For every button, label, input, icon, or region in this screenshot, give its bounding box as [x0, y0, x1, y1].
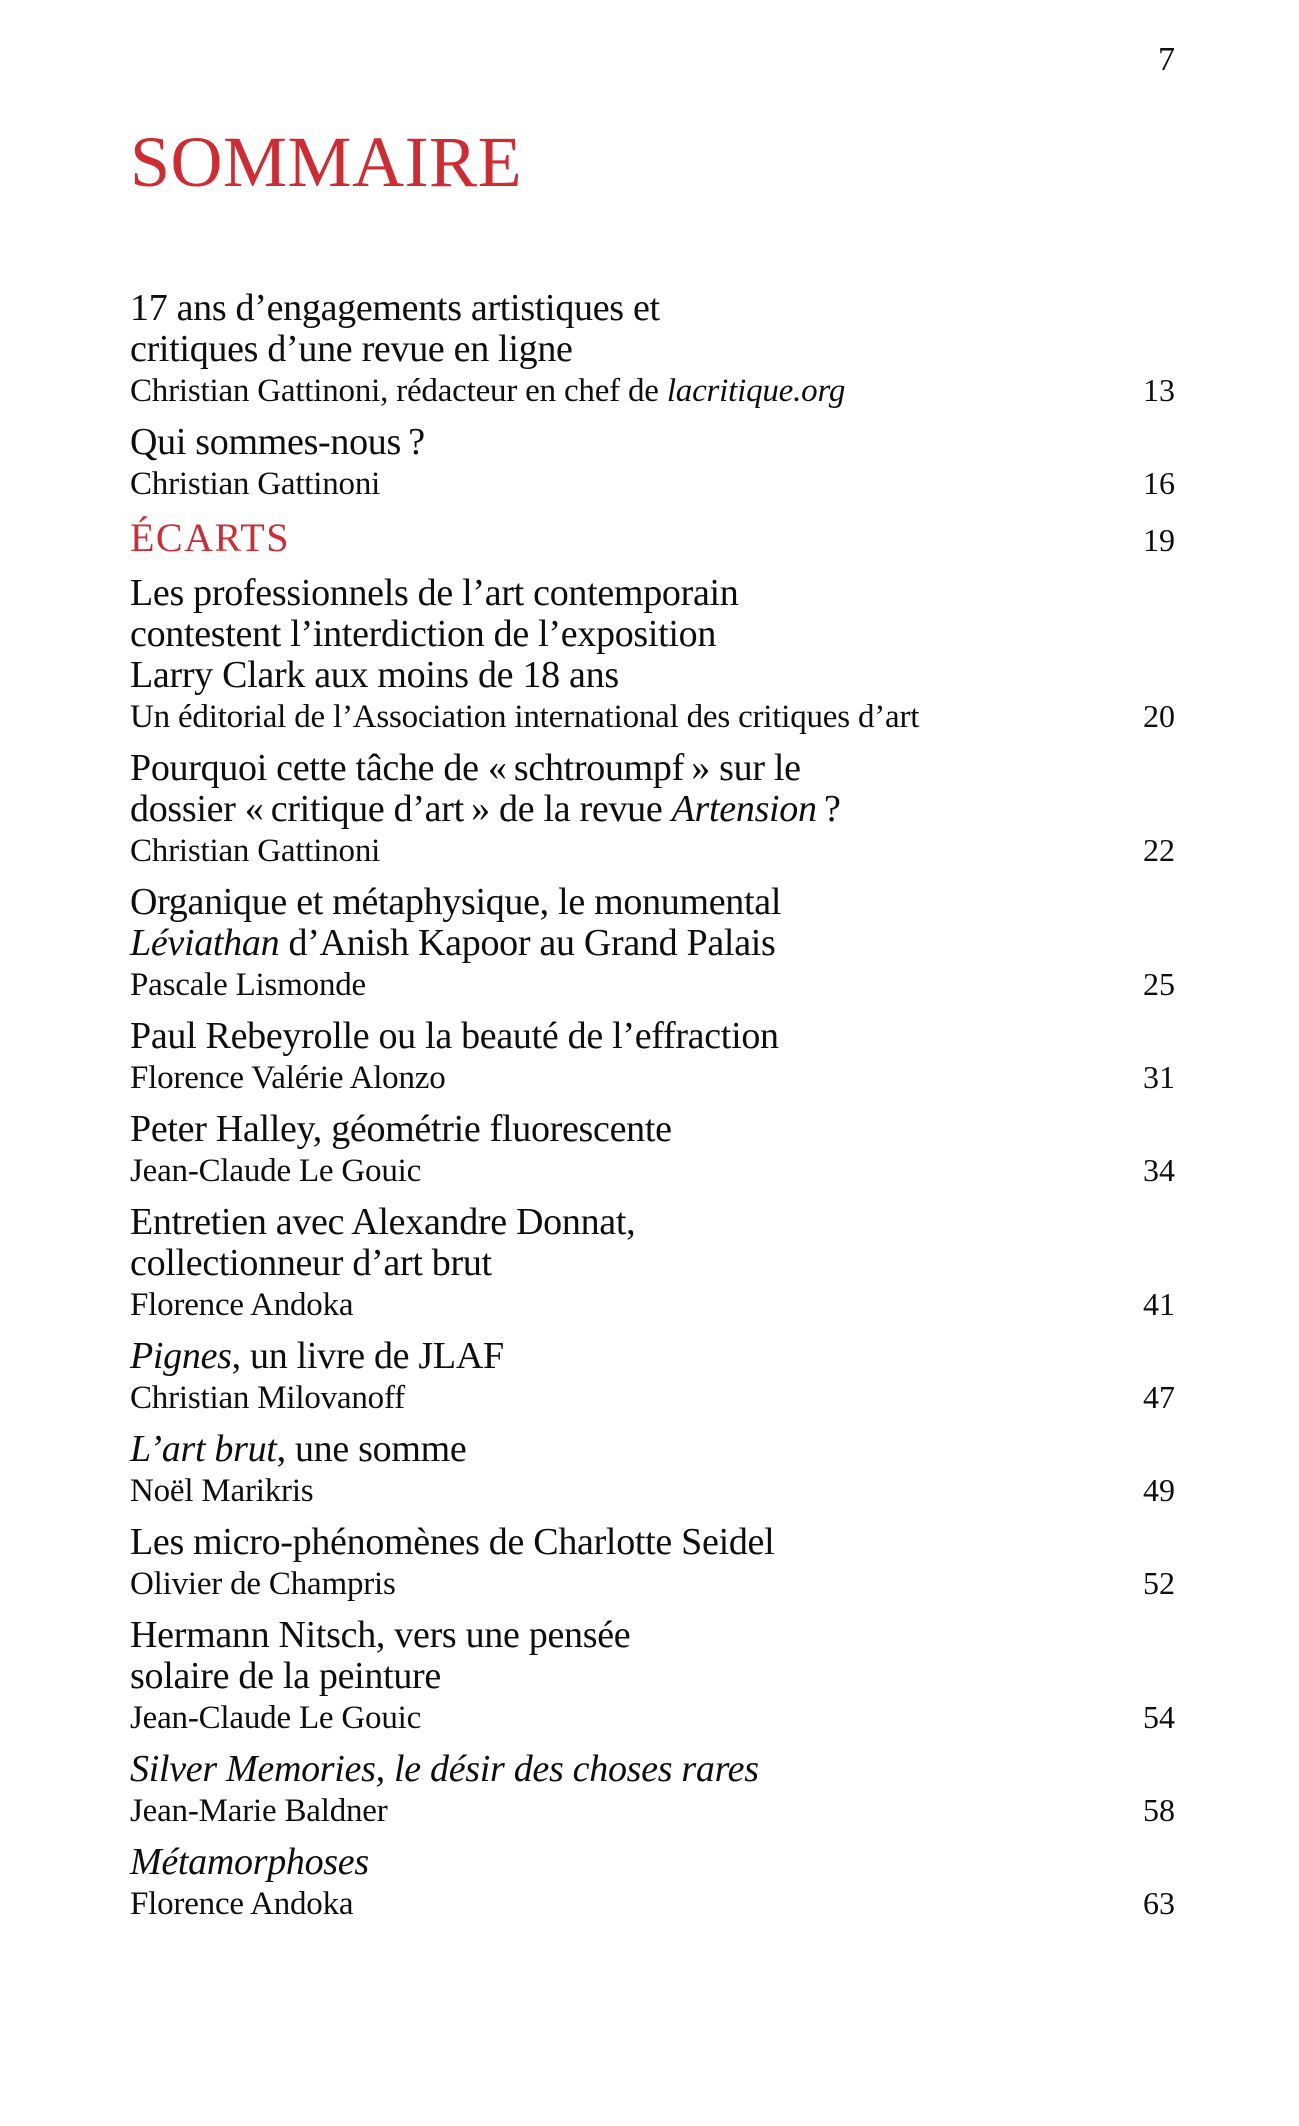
toc-section-row [130, 515, 1175, 561]
text-segment: Christian Gattinoni [130, 833, 381, 869]
italic-text-segment: Métamorphoses [130, 1841, 369, 1883]
text-segment: Christian Milovanoff [130, 1380, 405, 1416]
entry-page-number: 31 [1143, 1059, 1175, 1095]
entry-author [130, 1791, 388, 1832]
text-segment: Florence Andoka [130, 1287, 354, 1323]
text-segment: dossier « critique d’art » de la revue [130, 788, 672, 830]
entry-title-line [130, 1656, 1175, 1697]
text-segment: Les micro-phénomènes de Charlotte Seidel [130, 1521, 775, 1563]
italic-text-segment: Pignes [130, 1335, 232, 1377]
entry-title-line [130, 882, 1175, 923]
entry-author-row [130, 370, 1175, 412]
entry-title-line [130, 789, 1175, 830]
entry-author [130, 1564, 396, 1605]
entry-author-row [130, 1470, 1175, 1512]
entry-author-row [130, 1150, 1175, 1192]
text-segment: Paul Rebeyrolle ou la beauté de l’effraction [130, 1015, 779, 1057]
entry-title-line [130, 748, 1175, 789]
italic-text-segment: Silver Memories, le désir des choses rares [130, 1748, 759, 1790]
entry-title-line [130, 923, 1175, 964]
page-title: SOMMAIRE [130, 122, 523, 202]
entry-author [130, 371, 845, 412]
entry-author [130, 1698, 421, 1739]
entry-title-line [130, 1749, 1175, 1790]
toc-entry [130, 1429, 1175, 1512]
entry-author [130, 697, 919, 738]
entry-title-line [130, 1016, 1175, 1057]
text-segment: Peter Halley, géométrie fluorescente [130, 1108, 672, 1150]
text-segment: Pascale Lismonde [130, 967, 366, 1003]
text-segment: Noël Marikris [130, 1473, 314, 1509]
text-segment: 17 ans d’engagements artistiques et [130, 287, 660, 329]
entry-author-row [130, 463, 1175, 505]
entry-author-row [130, 1790, 1175, 1832]
entry-title-line [130, 1243, 1175, 1284]
text-segment: d’Anish Kapoor au Grand Palais [279, 922, 776, 964]
toc-entry [130, 288, 1175, 412]
entry-page-number: 63 [1143, 1885, 1175, 1921]
entry-title-line [130, 1615, 1175, 1656]
entry-author [130, 1471, 313, 1512]
toc-entry [130, 1336, 1175, 1419]
entry-author [130, 1151, 421, 1192]
entry-title-line [130, 614, 1175, 655]
page-number: 7 [1158, 41, 1175, 78]
entry-author [130, 1285, 353, 1326]
toc-entry [130, 1016, 1175, 1099]
table-of-contents [130, 288, 1175, 1925]
text-segment: solaire de la peinture [130, 1655, 441, 1697]
entry-page-number: 16 [1143, 465, 1175, 501]
text-segment: , un livre de JLAF [231, 1335, 504, 1377]
entry-title-line [130, 1336, 1175, 1377]
italic-text-segment: L’art brut [130, 1428, 277, 1470]
entry-page-number: 54 [1143, 1699, 1175, 1735]
entry-author [130, 831, 380, 872]
entry-title-line [130, 1109, 1175, 1150]
text-segment: Hermann Nitsch, vers une pensée [130, 1614, 631, 1656]
entry-author [130, 1884, 353, 1925]
entry-author-row [130, 696, 1175, 738]
text-segment: collectionneur d’art brut [130, 1242, 492, 1284]
entry-author [130, 1058, 446, 1099]
entry-author-row [130, 830, 1175, 872]
text-segment: Jean-Claude Le Gouic [130, 1153, 422, 1189]
toc-entry [130, 1842, 1175, 1925]
entry-page-number: 58 [1143, 1792, 1175, 1828]
entry-author-row [130, 1697, 1175, 1739]
entry-page-number: 25 [1143, 966, 1175, 1002]
entry-page-number: 47 [1143, 1379, 1175, 1415]
entry-title-line [130, 422, 1175, 463]
text-segment: Pourquoi cette tâche de « schtroumpf » sur le [130, 747, 801, 789]
entry-author-row [130, 1284, 1175, 1326]
entry-page-number: 49 [1143, 1472, 1175, 1508]
text-segment: contestent l’interdiction de l’exposition [130, 613, 717, 655]
italic-text-segment: Artension [671, 788, 817, 830]
toc-entry [130, 573, 1175, 738]
entry-author [130, 464, 380, 505]
text-segment: Organique et métaphysique, le monumental [130, 881, 782, 923]
text-segment: Christian Gattinoni, rédacteur en chef de [130, 373, 667, 409]
text-segment: Florence Valérie Alonzo [130, 1060, 446, 1096]
toc-entry [130, 882, 1175, 1006]
entry-title-line [130, 1429, 1175, 1470]
section-page-number: 19 [1143, 522, 1175, 558]
text-segment: Florence Andoka [130, 1886, 354, 1922]
entry-author-row [130, 1057, 1175, 1099]
italic-text-segment: lacritique.org [666, 373, 846, 409]
entry-page-number: 20 [1143, 698, 1175, 734]
text-segment: Qui sommes-nous ? [130, 421, 425, 463]
text-segment: Les professionnels de l’art contemporain [130, 572, 739, 614]
toc-entry [130, 422, 1175, 505]
text-segment: , une somme [276, 1428, 467, 1470]
entry-author-row [130, 1377, 1175, 1419]
text-segment: critiques d’une revue en ligne [130, 328, 573, 370]
entry-title-line [130, 288, 1175, 329]
toc-entry [130, 1109, 1175, 1192]
italic-text-segment: Léviathan [130, 922, 280, 964]
entry-page-number: 41 [1143, 1286, 1175, 1322]
entry-author-row [130, 964, 1175, 1006]
text-segment: Jean-Marie Baldner [130, 1793, 388, 1829]
entry-title-line [130, 573, 1175, 614]
entry-author [130, 1378, 405, 1419]
section-heading: ÉCARTS [130, 515, 290, 560]
text-segment: Un éditorial de l’Association international des critiques d’art [130, 699, 920, 735]
text-segment: Christian Gattinoni [130, 466, 381, 502]
text-segment: Larry Clark aux moins de 18 ans [130, 654, 619, 696]
entry-title-line [130, 329, 1175, 370]
toc-entry [130, 1202, 1175, 1326]
entry-page-number: 52 [1143, 1565, 1175, 1601]
toc-entry [130, 1522, 1175, 1605]
toc-entry [130, 748, 1175, 872]
text-segment: Jean-Claude Le Gouic [130, 1700, 422, 1736]
text-segment: ? [816, 788, 841, 830]
entry-page-number: 13 [1143, 372, 1175, 408]
text-segment: Olivier de Champris [130, 1566, 396, 1602]
entry-page-number: 22 [1143, 832, 1175, 868]
text-segment: Entretien avec Alexandre Donnat, [130, 1201, 636, 1243]
entry-title-line [130, 1842, 1175, 1883]
entry-title-line [130, 1202, 1175, 1243]
toc-entry [130, 1615, 1175, 1739]
toc-entry [130, 1749, 1175, 1832]
entry-page-number: 34 [1143, 1152, 1175, 1188]
entry-title-line [130, 655, 1175, 696]
entry-author [130, 965, 366, 1006]
entry-title-line [130, 1522, 1175, 1563]
entry-author-row [130, 1883, 1175, 1925]
entry-author-row [130, 1563, 1175, 1605]
